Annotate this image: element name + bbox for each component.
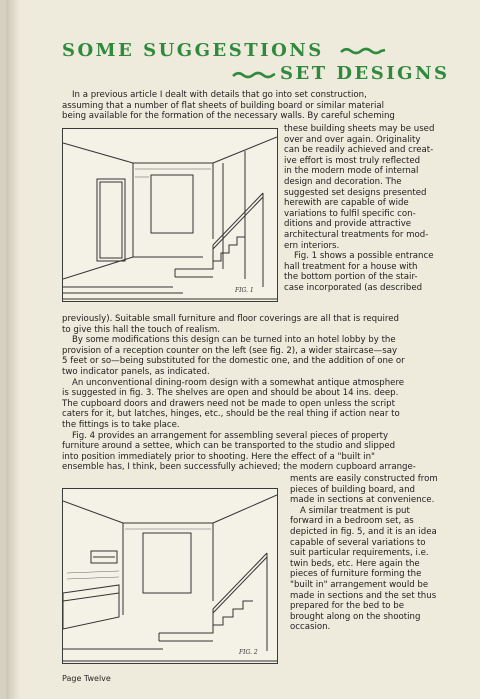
text-line: over and over again. Originality bbox=[284, 134, 421, 145]
text-line: brought along on the shooting bbox=[290, 611, 421, 622]
text-line: furniture around a settee, which can be transported to the studio and slipped bbox=[62, 441, 396, 452]
text-line: suit particular requirements, i.e. bbox=[290, 548, 429, 559]
text-line: case incorporated (as described bbox=[284, 282, 423, 293]
text-line: made in sections and the set thus bbox=[290, 590, 437, 601]
text-line: prepared for the bed to be bbox=[290, 601, 405, 612]
text-line: "built in" arrangement would be bbox=[290, 579, 429, 590]
text-line: two indicator panels, as indicated. bbox=[62, 366, 210, 377]
text-line: pieces of furniture forming the bbox=[290, 569, 422, 580]
text-line: 5 feet or so—being substituted for the domestic one, and the addition of one or bbox=[62, 356, 405, 367]
text-line: Fig. 4 provides an arrangement for assembling several pieces of property bbox=[72, 430, 389, 441]
figure-2-label: FIG. 2 bbox=[239, 649, 258, 656]
text-line: twin beds, etc. Here again the bbox=[290, 558, 420, 569]
text-line: An unconventional dining-room design with a somewhat antique atmosphere bbox=[72, 377, 405, 388]
text-line: occasion. bbox=[290, 622, 331, 633]
text-line: By some modifications this design can be turned into an hotel lobby by the bbox=[72, 335, 396, 346]
text-line: suggested set designs presented bbox=[284, 187, 427, 198]
title-line-2: SET DESIGNS bbox=[280, 63, 450, 84]
text-line: previously). Suitable small furniture and floor coverings are all that is required bbox=[62, 314, 399, 324]
text-line: provision of a reception counter on the left (see fig. 2), a wider staircase—say bbox=[62, 345, 398, 356]
text-line: ments are easily constructed from bbox=[290, 474, 438, 484]
text-line: these building sheets may be used bbox=[284, 124, 435, 134]
column-text-fig2 bbox=[290, 474, 466, 633]
intro-paragraph bbox=[62, 90, 466, 122]
page-spine-shadow bbox=[6, 0, 20, 699]
text-line: can be readily achieved and creat- bbox=[284, 145, 434, 156]
middle-paragraphs bbox=[62, 314, 466, 473]
text-line: caters for it, but latches, hinges, etc., should be the real thing if action near to bbox=[62, 409, 400, 420]
text-line: variations to fulfil specific con- bbox=[284, 208, 416, 219]
text-line: ern interiors. bbox=[284, 240, 340, 251]
text-line: Fig. 1 shows a possible entrance bbox=[294, 251, 434, 262]
text-line: being available for the formation of the necessary walls. By careful scheming bbox=[62, 111, 395, 122]
column-text-fig1 bbox=[284, 124, 466, 294]
text-line: capable of several variations to bbox=[290, 537, 426, 548]
title-squiggle-left bbox=[232, 70, 276, 80]
figure-2-drawing bbox=[63, 489, 277, 663]
text-line: depicted in fig. 5, and it is an idea bbox=[290, 526, 437, 537]
text-line: hall treatment for a house with bbox=[284, 261, 418, 272]
text-line: The cupboard doors and drawers need not be made to open unless the script bbox=[62, 398, 395, 409]
text-line: is suggested in fig. 3. The shelves are open and should be about 14 ins. deep. bbox=[62, 388, 399, 399]
text-line: into position immediately prior to shooting. Here the effect of a "built in" bbox=[62, 451, 375, 462]
text-line: ditions and provide attractive bbox=[284, 219, 412, 230]
figure-1-label: FIG. 1 bbox=[235, 287, 254, 294]
text-line: to give this hall the touch of realism. bbox=[62, 324, 221, 335]
text-line: A similar treatment is put bbox=[300, 505, 410, 516]
text-line: in the modern mode of internal bbox=[284, 166, 419, 177]
text-line: the fittings is to take place. bbox=[62, 419, 180, 430]
text-line: pieces of building board, and bbox=[290, 484, 415, 495]
text-line: made in sections at convenience. bbox=[290, 495, 435, 506]
text-line: ive effort is most truly reflected bbox=[284, 155, 421, 166]
text-line: architectural treatments for mod- bbox=[284, 229, 429, 240]
figure-2-hotel-lobby bbox=[62, 488, 278, 664]
title-line-1: SOME SUGGESTIONS bbox=[62, 40, 324, 61]
text-line: design and decoration. The bbox=[284, 176, 402, 187]
text-line: In a previous article I dealt with details that go into set construction, bbox=[72, 90, 367, 100]
page-number: Page Twelve bbox=[62, 674, 111, 683]
text-line: ensemble has, I think, been successfully achieved; the modern cupboard arrange- bbox=[62, 462, 416, 473]
text-line: forward in a bedroom set, as bbox=[290, 516, 414, 527]
text-line: assuming that a number of flat sheets of building board or similar material bbox=[62, 100, 385, 111]
figure-1-entrance-hall bbox=[62, 128, 278, 302]
text-line: herewith are capable of wide bbox=[284, 198, 409, 209]
text-line: the bottom portion of the stair- bbox=[284, 272, 418, 283]
figure-1-drawing bbox=[63, 129, 277, 301]
title-squiggle-right bbox=[340, 46, 386, 56]
